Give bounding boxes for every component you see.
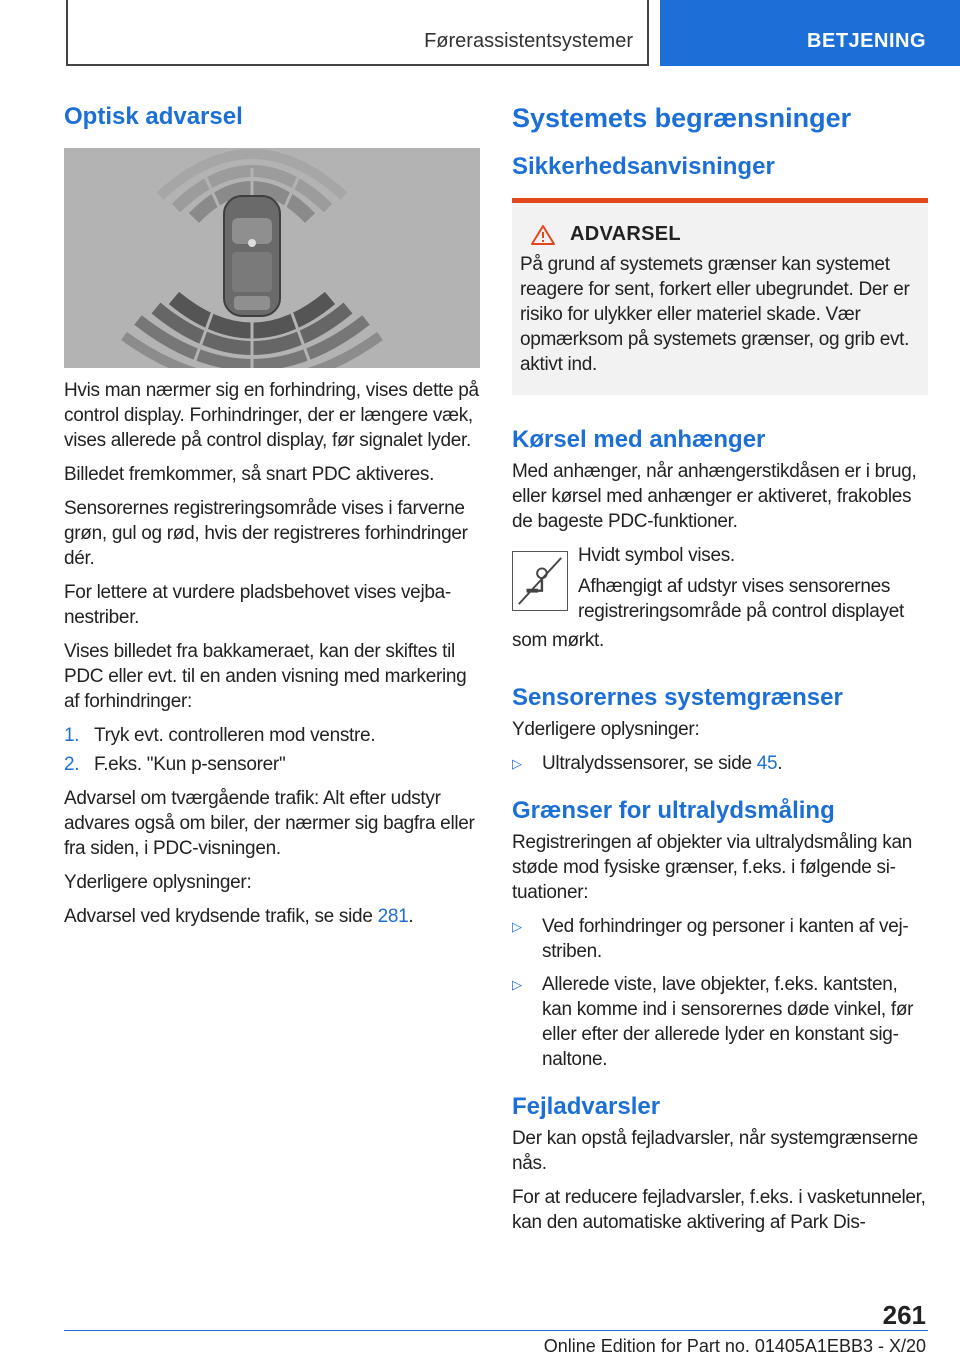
symbol-line: som mørkt. (512, 630, 604, 651)
paragraph: Sensorernes registreringsområde vises i farverne grøn, gul og rød, hvis der registreres forhindringer dér. (64, 498, 468, 569)
heading-sensor-limits: Sensorernes systemgrænser (512, 684, 843, 711)
cross-reference (64, 904, 480, 929)
trailer-symbol-icon (512, 551, 568, 611)
step-text: F.eks. "Kun p-sensorer" (94, 754, 286, 775)
paragraph: For at reducere fejladvarsler, f.eks. i vasketunneler, kan den automatiske aktivering af Park Dis- (512, 1187, 926, 1233)
header-chapter-tab (660, 0, 960, 66)
pdc-display-illustration (64, 148, 480, 368)
bullet-marker: ▷ (512, 977, 522, 992)
list-item (512, 914, 928, 964)
paragraph: Advarsel om tværgående trafik: Alt efter udstyr advares også om biler, der nærmer sig bagfra eller fra siden, i PDC-visningen. (64, 788, 475, 859)
header-section-title: Førerassistentsystemer (424, 30, 633, 52)
paragraph: Vises billedet fra bakkameraet, kan der skiftes til PDC eller evt. til en anden visning med markering af forhindringer: (64, 641, 467, 712)
warning-triangle-icon (530, 224, 556, 246)
warning-label: ADVARSEL (570, 223, 681, 245)
footer-edition: Online Edition for Part no. 01405A1EBB3 - X/20 (543, 1336, 926, 1356)
list-item (512, 972, 928, 1072)
page-link-281[interactable]: 281 (377, 906, 409, 927)
left-column (64, 100, 480, 938)
symbol-line: Hvidt symbol vises. (578, 545, 735, 566)
heading-optical-warning: Optisk advarsel (64, 103, 243, 130)
symbol-row (512, 543, 928, 624)
list-item-text: Allerede viste, lave objekter, f.eks. kantsten, kan komme ind i sensorernes døde vinkel, før eller efter der allerede lyder en konstant signaltone. (542, 974, 914, 1070)
right-column (512, 100, 928, 1244)
warning-box (512, 198, 928, 395)
symbol-line: Afhængigt af udstyr vises sensorernes registreringsområde på control displayet (578, 576, 904, 622)
page-number: 261 (882, 1300, 926, 1330)
bullet-marker: ▷ (512, 919, 522, 934)
heading-system-limits: Systemets begrænsninger (512, 103, 852, 133)
more-info-label: Yderligere oplysninger: (64, 872, 252, 893)
step-text: Tryk evt. controlleren mod venstre. (94, 725, 376, 746)
cross-ref-text: Advarsel ved krydsende trafik, se side (64, 906, 378, 927)
warning-header (520, 223, 920, 246)
list-item (512, 751, 928, 776)
steps-list (64, 723, 480, 777)
list-item-text: Ved forhindringer og personer i kanten af vejstriben. (542, 916, 909, 962)
cross-ref-end: . (408, 906, 414, 927)
page-header (0, 0, 960, 66)
ultrasonic-bullets (512, 914, 928, 1072)
header-section-tab (66, 0, 649, 66)
paragraph: Hvis man nærmer sig en forhindring, vises dette på control display. Forhindringer, der er længere væk, vises allerede på control display, før signalet lyder. (64, 380, 479, 451)
footer-divider (64, 1330, 928, 1331)
heading-trailer: Kørsel med anhænger (512, 426, 766, 453)
car-icon (224, 196, 280, 316)
header-chapter-title: BETJENING (807, 30, 926, 52)
bullet-marker: ▷ (512, 756, 522, 771)
step-item (64, 752, 480, 777)
paragraph: Billedet fremkommer, så snart PDC aktiveres. (64, 464, 435, 485)
paragraph: For lettere at vurdere pladsbehovet vises vejbanestriber. (64, 582, 452, 628)
sensor-bullets (512, 751, 928, 776)
paragraph: Med anhænger, når anhængerstikdåsen er i brug, eller kørsel med anhænger er aktiveret, frakobles de bageste PDC-funktioner. (512, 461, 917, 532)
symbol-text (578, 543, 928, 624)
warning-text: På grund af systemets grænser kan systemet reagere for sent, forkert eller ubegrundet. Der er risiko for ulykker eller materiel skade. Vær opmærksom på systemets grænser, og grib evt. aktivt ind. (520, 254, 910, 375)
list-item-text: Ultralydssensorer, se side 45. (542, 753, 783, 774)
heading-ultrasonic-limits: Grænser for ultralydsmåling (512, 797, 835, 824)
paragraph: Registreringen af objekter via ultralydsmåling kan støde mod fysiske grænser, f.eks. i følgende situationer: (512, 832, 913, 903)
step-number: 1. (64, 725, 80, 746)
page-link-45[interactable]: 45 (756, 753, 778, 774)
heading-false-warnings: Fejladvarsler (512, 1093, 661, 1120)
more-info-label: Yderligere oplysninger: (512, 719, 700, 740)
step-number: 2. (64, 754, 80, 775)
step-item (64, 723, 480, 748)
paragraph: Der kan opstå fejladvarsler, når systemgrænserne nås. (512, 1128, 918, 1174)
heading-safety: Sikkerhedsanvisninger (512, 153, 775, 180)
